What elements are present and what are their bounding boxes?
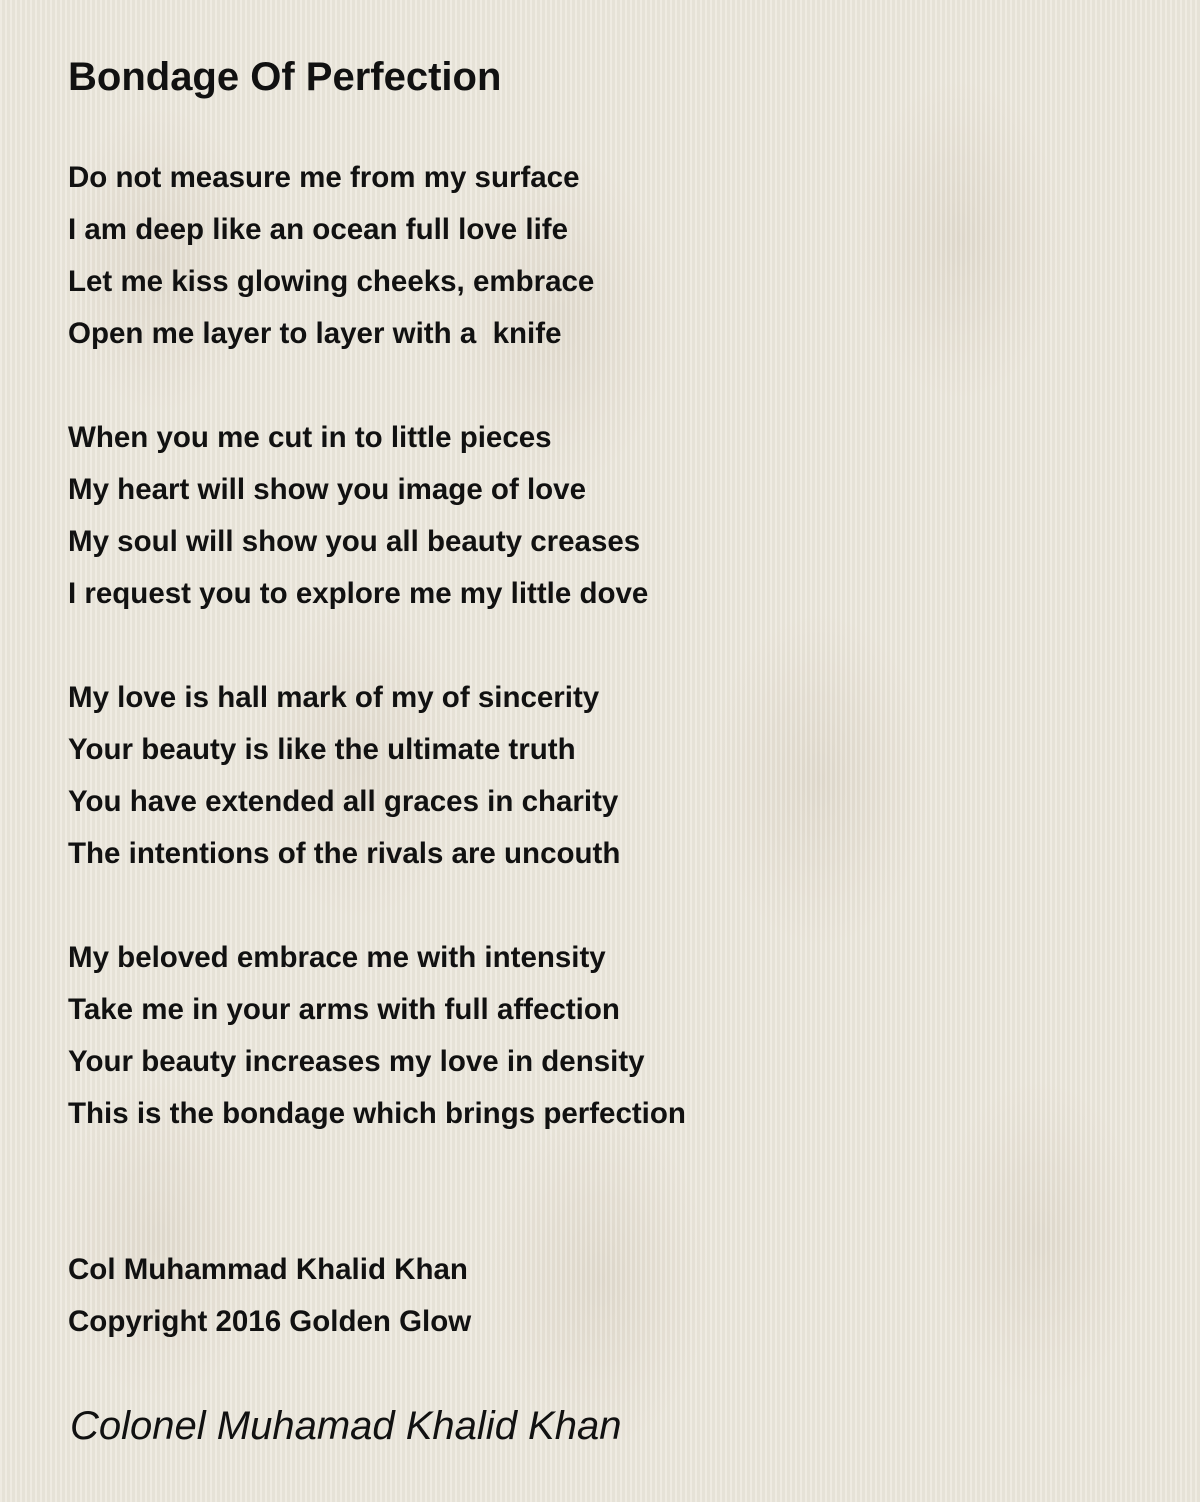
copyright-notice: Copyright 2016 Golden Glow xyxy=(68,1305,472,1338)
poem-line: The intentions of the rivals are uncouth xyxy=(68,837,621,870)
poem-body xyxy=(68,152,1148,1192)
poem-line: Your beauty is like the ultimate truth xyxy=(68,733,576,766)
poem-line: My love is hall mark of my of sincerity xyxy=(68,681,600,714)
poem-line: My beloved embrace me with intensity xyxy=(68,941,606,974)
poem-line: I request you to explore me my little dove xyxy=(68,577,649,610)
stanza-3 xyxy=(68,672,1148,880)
poem-line: Open me layer to layer with a knife xyxy=(68,317,562,350)
poem-line: This is the bondage which brings perfection xyxy=(68,1097,686,1130)
poem-line: Let me kiss glowing cheeks, embrace xyxy=(68,265,595,298)
stanza-4 xyxy=(68,932,1148,1140)
poem-line: You have extended all graces in charity xyxy=(68,785,619,818)
author-name: Col Muhammad Khalid Khan xyxy=(68,1253,468,1286)
poem-title: Bondage Of Perfection xyxy=(68,55,502,99)
poem-line: My soul will show you all beauty creases xyxy=(68,525,641,558)
poem-line: Your beauty increases my love in density xyxy=(68,1045,645,1078)
signature: Colonel Muhamad Khalid Khan xyxy=(70,1404,622,1448)
credits xyxy=(68,1244,471,1348)
poem-line: My heart will show you image of love xyxy=(68,473,586,506)
stanza-2 xyxy=(68,412,1148,620)
poem-line: Do not measure me from my surface xyxy=(68,161,580,194)
poem-line: I am deep like an ocean full love life xyxy=(68,213,569,246)
stanza-1 xyxy=(68,152,1148,360)
poem-line: When you me cut in to little pieces xyxy=(68,421,552,454)
poem-line: Take me in your arms with full affection xyxy=(68,993,620,1026)
